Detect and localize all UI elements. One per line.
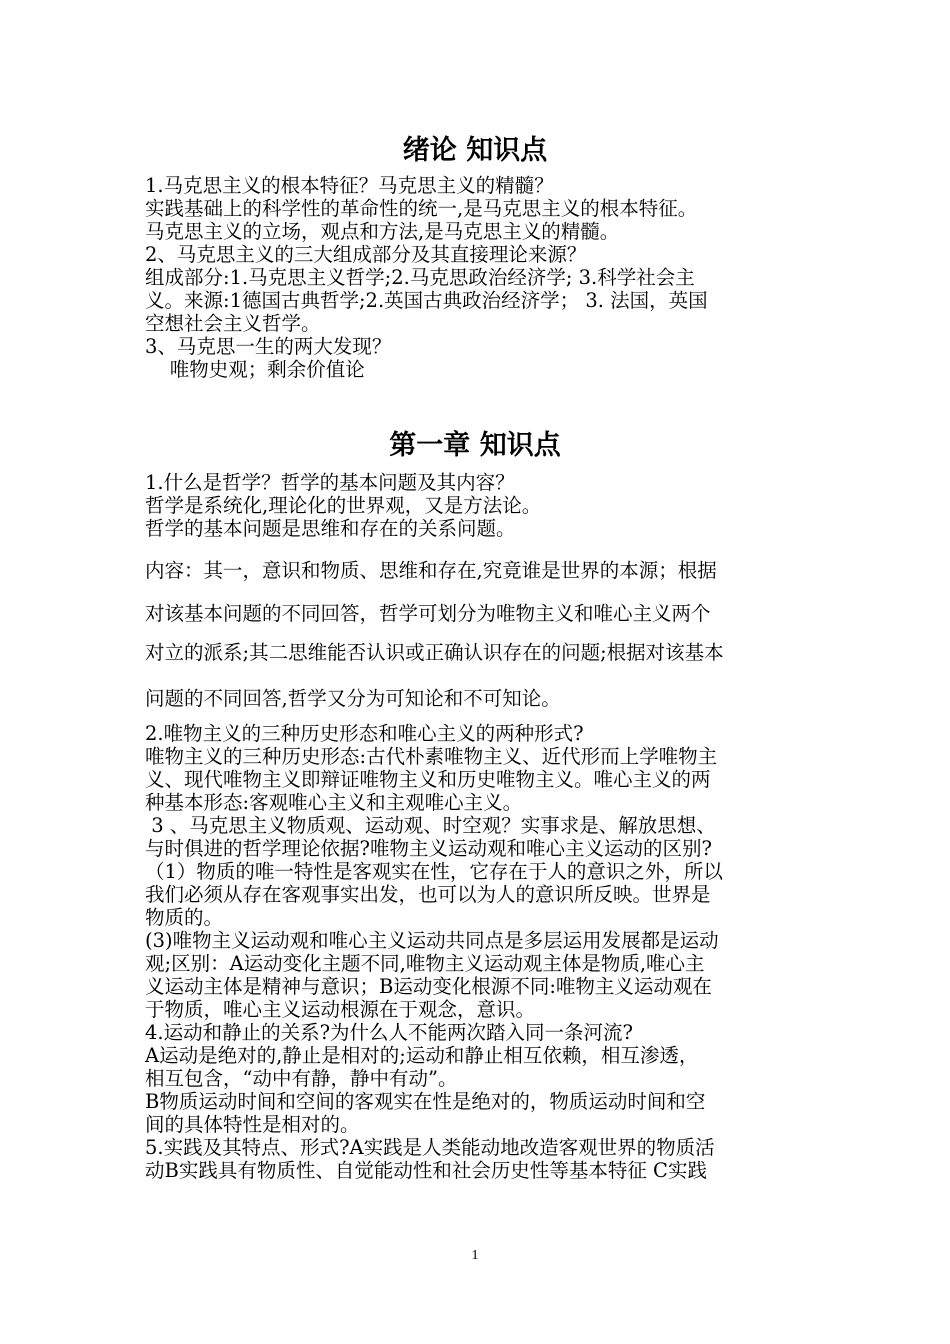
ch1-line: 1.什么是哲学？哲学的基本问题及其内容？ bbox=[145, 471, 515, 494]
ch1-line: 我们必须从存在客观事实出发，也可以为人的意识所反映。世界是 bbox=[145, 883, 711, 906]
ch1-line: 相互包含，“动中有静，静中有动”。 bbox=[145, 1067, 458, 1090]
ch1-line: 种基本形态:客观唯心主义和主观唯心主义。 bbox=[145, 791, 523, 814]
ch1-para-line: 问题的不同回答,哲学又分为可知论和不可知论。 bbox=[145, 687, 561, 710]
ch1-line: 哲学的基本问题是思维和存在的关系问题。 bbox=[145, 517, 516, 540]
ch1-para-line: 内容：其一，意识和物质、思维和存在,究竟谁是世界的本源；根据 bbox=[145, 559, 717, 582]
intro-line: 唯物史观；剩余价值论 bbox=[145, 358, 365, 381]
ch1-line: 观;区别：A运动变化主题不同,唯物主义运动观主体是物质,唯心主 bbox=[145, 952, 705, 975]
ch1-para-line: 对立的派系;其二思维能否认识或正确认识存在的问题;根据对该基本 bbox=[145, 641, 724, 664]
ch1-line: 动B实践具有物质性、自觉能动性和社会历史性等基本特征 C实践 bbox=[145, 1159, 707, 1182]
ch1-line: 2.唯物主义的三种历史形态和唯心主义的两种形式? bbox=[145, 722, 584, 745]
ch1-line: （1）物质的唯一特性是客观实在性，它存在于人的意识之外，所以 bbox=[145, 860, 723, 883]
ch1-line: A运动是绝对的,静止是相对的;运动和静止相互依赖，相互渗透， bbox=[145, 1044, 699, 1067]
section-title-ch1: 第一章 知识点 bbox=[389, 430, 561, 461]
ch1-line: 于物质，唯心主义运动根源在于观念，意识。 bbox=[145, 998, 536, 1021]
ch1-line: 间的具体特性是相对的。 bbox=[145, 1113, 360, 1136]
intro-line: 义。来源:1德国古典哲学;2.英国古典政治经济学； 3. 法国，英国 bbox=[145, 289, 708, 312]
page-number: 1 bbox=[471, 1248, 479, 1263]
ch1-line: 物质的。 bbox=[145, 906, 224, 929]
ch1-body-a bbox=[145, 471, 810, 540]
ch1-line: 与时俱进的哲学理论依据?唯物主义运动观和唯心主义运动的区别? bbox=[145, 837, 712, 860]
ch1-line: 唯物主义的三种历史形态:古代朴素唯物主义、近代形而上学唯物主 bbox=[145, 745, 718, 768]
ch1-line: (3)唯物主义运动观和唯心主义运动共同点是多层运用发展都是运动 bbox=[145, 929, 719, 952]
intro-line: 马克思主义的立场，观点和方法,是马克思主义的精髓。 bbox=[145, 220, 620, 243]
intro-line: 2、马克思主义的三大组成部分及其直接理论来源？ bbox=[145, 243, 587, 266]
ch1-line: 义运动主体是精神与意识；B运动变化根源不同:唯物主义运动观在 bbox=[145, 975, 712, 998]
intro-line: 3、马克思一生的两大发现？ bbox=[145, 335, 392, 358]
ch1-para-line: 对该基本问题的不同回答，哲学可划分为唯物主义和唯心主义两个 bbox=[145, 602, 711, 625]
intro-body bbox=[145, 174, 810, 381]
intro-line: 实践基础上的科学性的革命性的统一,是马克思主义的根本特征。 bbox=[145, 197, 698, 220]
intro-line: 空想社会主义哲学。 bbox=[145, 312, 321, 335]
ch1-line: B物质运动时间和空间的客观实在性是绝对的，物质运动时间和空 bbox=[145, 1090, 706, 1113]
ch1-line: 义、现代唯物主义即辩证唯物主义和历史唯物主义。唯心主义的两 bbox=[145, 768, 711, 791]
ch1-line: 4.运动和静止的关系?为什么人不能两次踏入同一条河流? bbox=[145, 1021, 634, 1044]
section-title-intro: 绪论 知识点 bbox=[402, 135, 548, 166]
ch1-line: 哲学是系统化,理论化的世界观，又是方法论。 bbox=[145, 494, 542, 517]
intro-line: 1.马克思主义的根本特征？马克思主义的精髓？ bbox=[145, 174, 554, 197]
ch1-line: 3 、马克思主义物质观、运动观、时空观？实事求是、解放思想、 bbox=[145, 814, 716, 837]
ch1-line: 5.实践及其特点、形式?A实践是人类能动地改造客观世界的物质活 bbox=[145, 1136, 715, 1159]
ch1-body-b bbox=[145, 722, 810, 1182]
intro-line: 组成部分:1.马克思主义哲学;2.马克思政治经济学; 3.科学社会主 bbox=[145, 266, 695, 289]
